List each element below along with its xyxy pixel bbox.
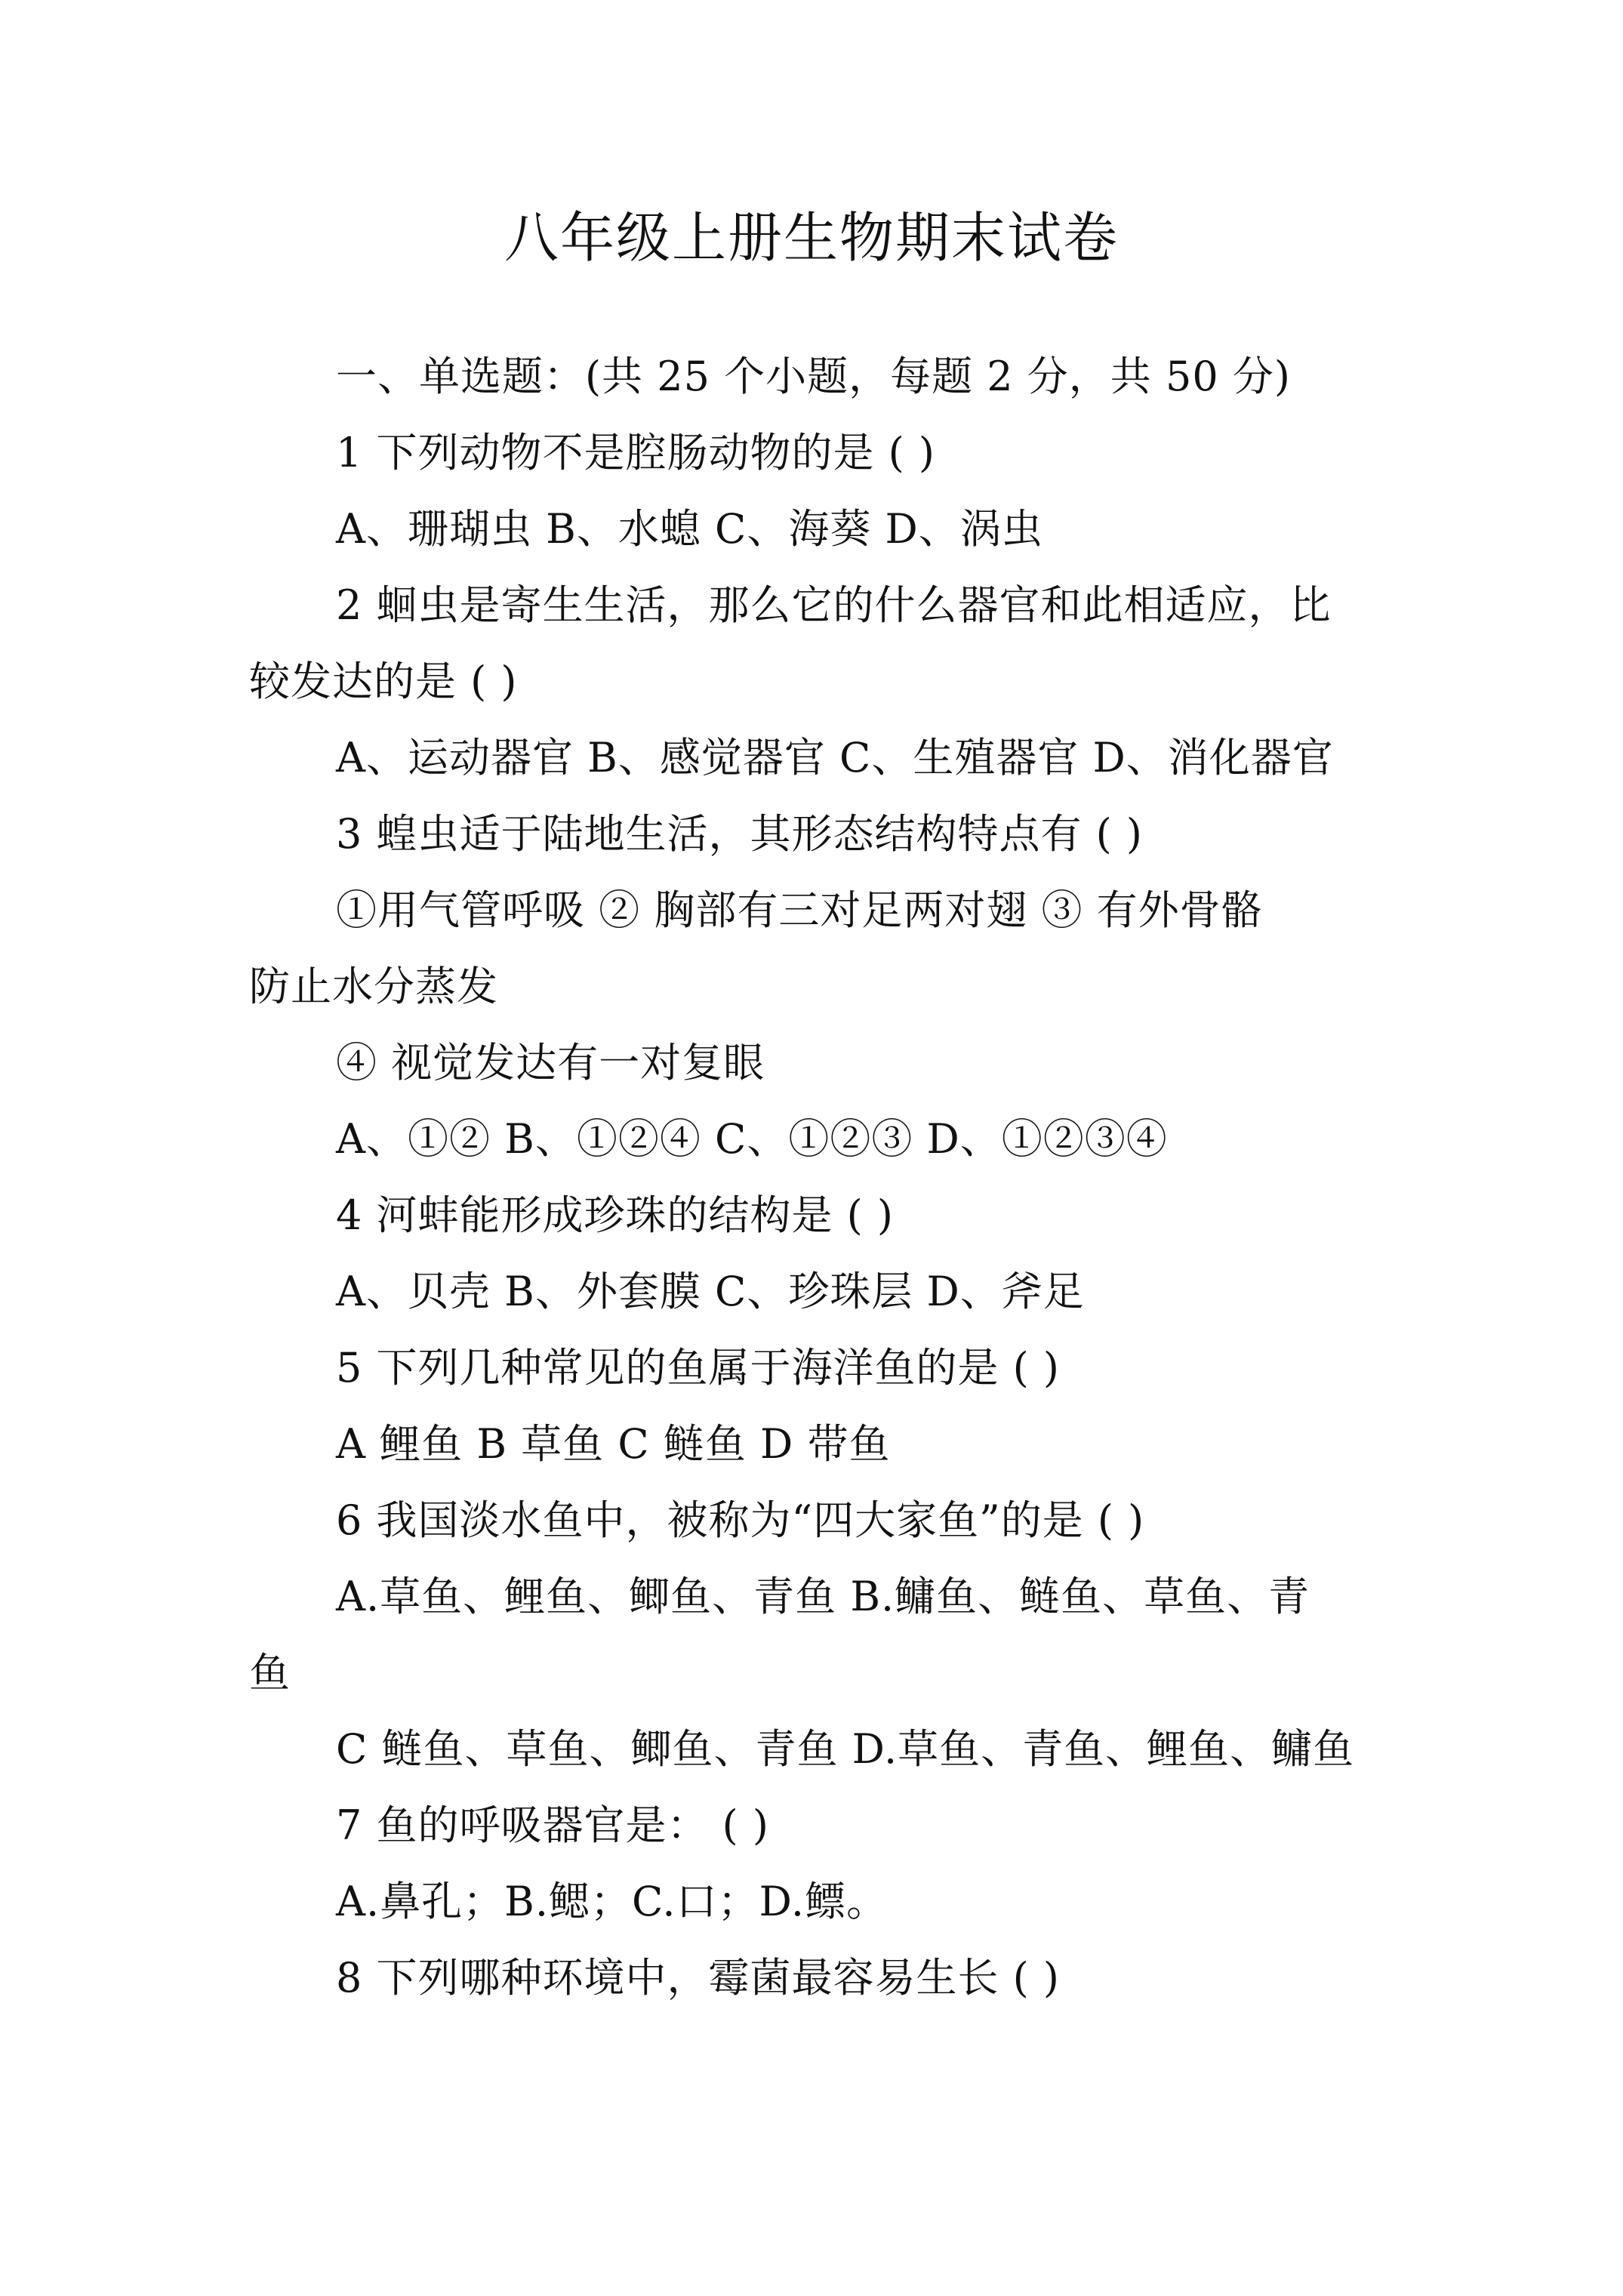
text-line: A、运动器官 B、感觉器官 C、生殖器官 D、消化器官 [336,734,1334,781]
document-body [249,338,1381,2016]
text-line: A.鼻孔；B.鳃；C.口；D.鳔。 [336,1878,888,1925]
text-line: A、①② B、①②④ C、①②③ D、①②③④ [336,1115,1168,1163]
text-line: 一、单选题：(共 25 个小题，每题 2 分，共 50 分) [336,353,1291,400]
text-line: 7 鱼的呼吸器官是： ( ) [336,1801,769,1849]
text-line: 鱼 [249,1649,291,1697]
text-line: 6 我国淡水鱼中，被称为“四大家鱼”的是 ( ) [336,1496,1145,1544]
text-line: 3 蝗虫适于陆地生活，其形态结构特点有 ( ) [336,810,1143,858]
text-line: 防止水分蒸发 [249,963,498,1010]
text-line: A 鲤鱼 B 草鱼 C 鲢鱼 D 带鱼 [336,1420,891,1468]
text-line: 5 下列几种常见的鱼属于海洋鱼的是 ( ) [336,1344,1060,1391]
text-line: C 鲢鱼、草鱼、鲫鱼、青鱼 D.草鱼、青鱼、鲤鱼、鳙鱼 [336,1725,1355,1773]
text-line: 2 蛔虫是寄生生活，那么它的什么器官和此相适应，比 [336,581,1332,629]
text-line: A.草鱼、鲤鱼、鲫鱼、青鱼 B.鳙鱼、鲢鱼、草鱼、青 [336,1573,1310,1620]
text-line: 1 下列动物不是腔肠动物的是 ( ) [336,429,935,476]
text-line: 4 河蚌能形成珍珠的结构是 ( ) [336,1191,894,1239]
text-line: A、贝壳 B、外套膜 C、珍珠层 D、斧足 [336,1268,1085,1315]
text-line: ④ 视觉发达有一对复眼 [336,1039,765,1086]
text-line: 较发达的是 ( ) [249,658,518,705]
text-line: 8 下列哪种环境中，霉菌最容易生长 ( ) [336,1954,1060,2002]
page-title: 八年级上册生物期末试卷 [504,206,1119,270]
text-line: ①用气管呼吸 ② 胸部有三对足两对翅 ③ 有外骨骼 [336,886,1263,934]
text-line: A、珊瑚虫 B、水螅 C、海葵 D、涡虫 [336,505,1043,553]
